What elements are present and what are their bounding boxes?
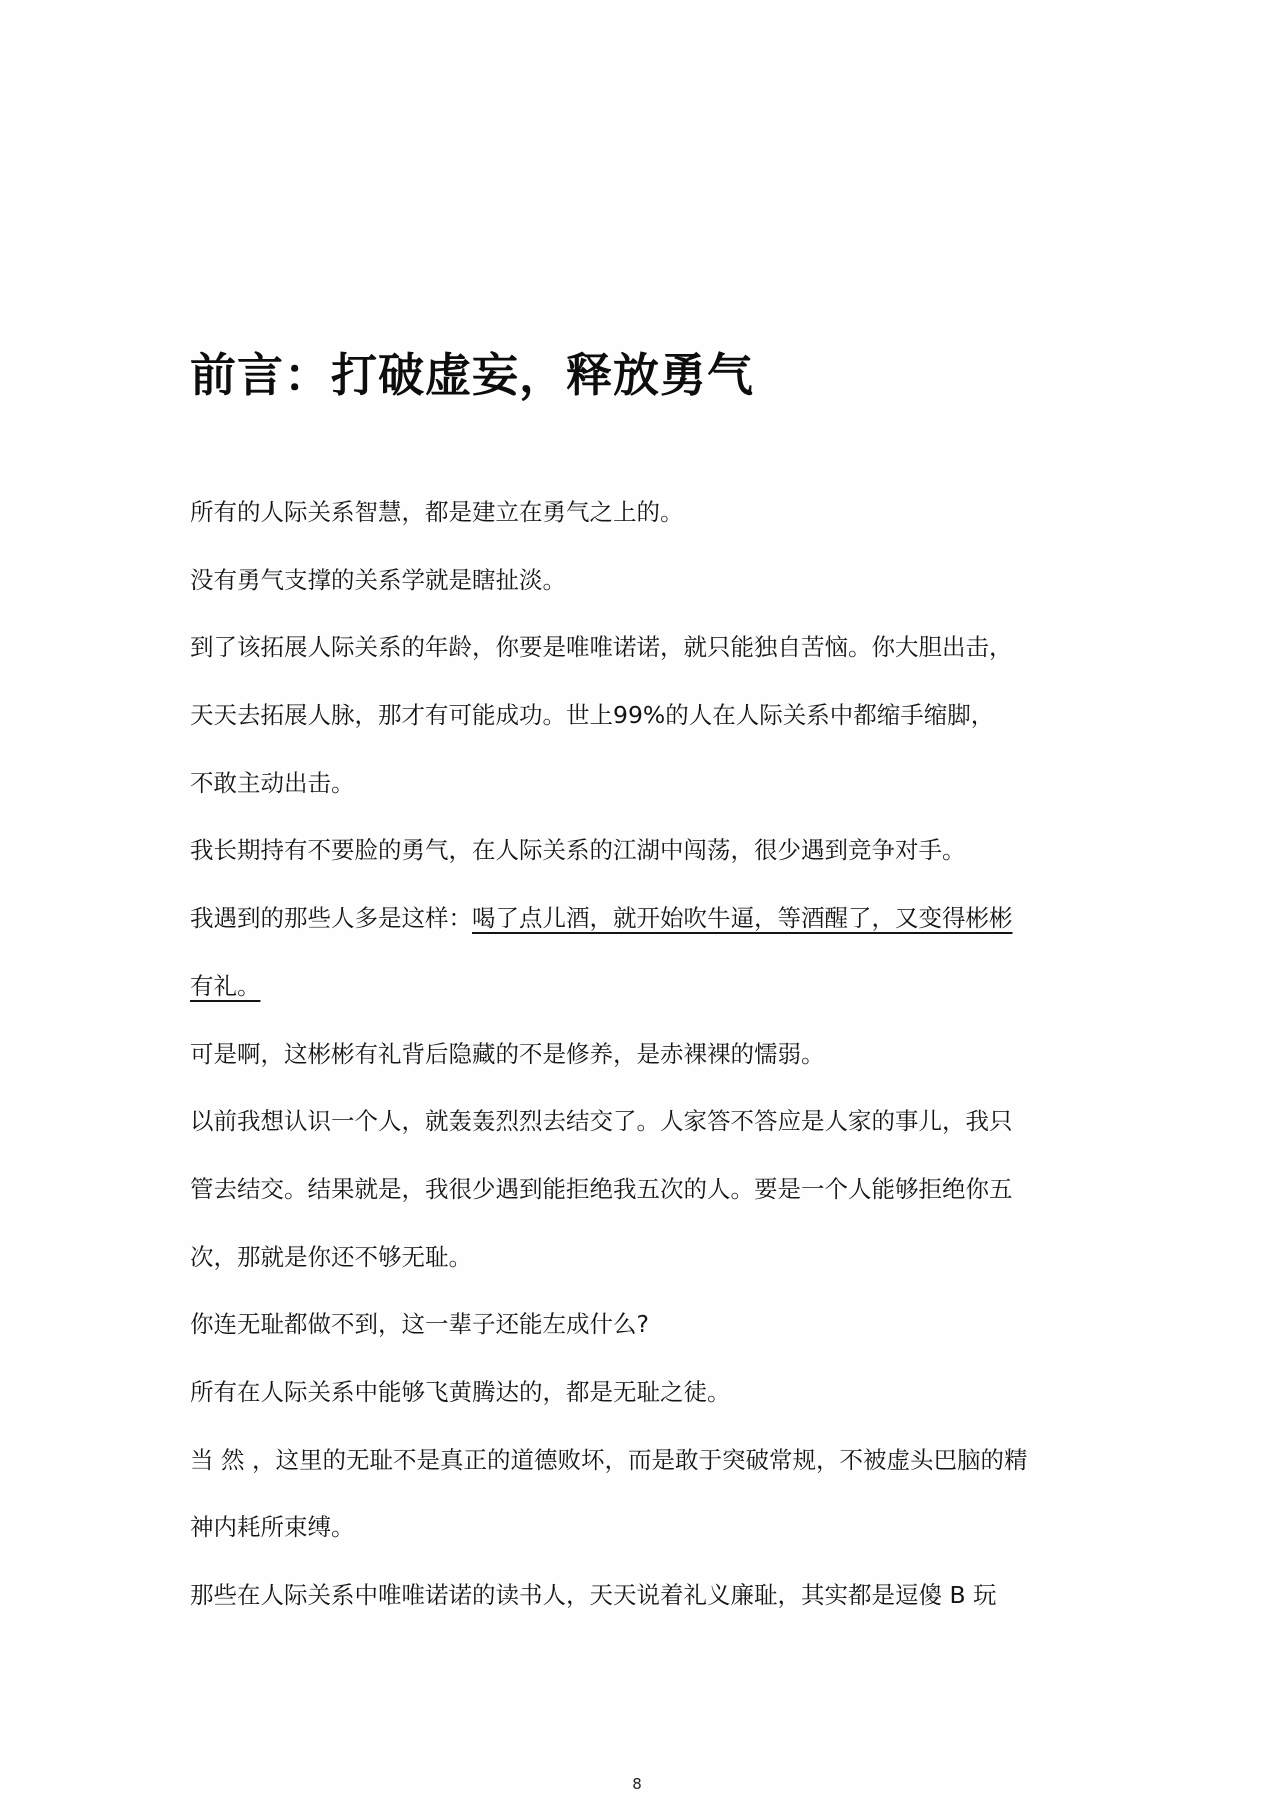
paragraph-line: 所有在人际关系中能够飞黄腾达的，都是无耻之徒。	[190, 1377, 731, 1406]
underlined-text: 喝了点儿酒，就开始吹牛逼，等酒醒了，又变得彬彬	[472, 904, 1013, 933]
paragraph-line: 那些在人际关系中唯唯诺诺的读书人，天天说着礼义廉耻，其实都是逗傻 B 玩	[190, 1581, 997, 1609]
paragraph-line: 不敢主动出击。	[190, 768, 355, 797]
paragraph-line: 天天去拓展人脉，那才有可能成功。世上99%的人在人际关系中都缩手缩脚，	[190, 701, 995, 730]
underlined-text: 有礼。	[190, 971, 261, 1000]
paragraph-line: 你连无耻都做不到，这一辈子还能左成什么?	[190, 1310, 649, 1339]
paragraph-line	[190, 953, 1085, 1021]
paragraph-line: 我长期持有不要脸的勇气，在人际关系的江湖中闯荡，很少遇到竞争对手。	[190, 836, 966, 865]
paragraph-line: 次，那就是你还不够无耻。	[190, 1242, 472, 1271]
paragraph-line	[190, 885, 1085, 953]
paragraph-line: 所有的人际关系智慧，都是建立在勇气之上的。	[190, 498, 684, 526]
paragraph-line: 以前我想认识一个人，就轰轰烈烈去结交了。人家答不答应是人家的事儿，我只	[190, 1107, 1013, 1136]
paragraph-line: 管去结交。结果就是，我很少遇到能拒绝我五次的人。要是一个人能够拒绝你五	[190, 1174, 1013, 1203]
paragraph-line: 可是啊，这彬彬有礼背后隐藏的不是修养，是赤裸裸的懦弱。	[190, 1039, 825, 1068]
paragraph-text: 我遇到的那些人多是这样：	[190, 904, 472, 933]
paragraph-line: 到了该拓展人际关系的年龄，你要是唯唯诺诺，就只能独自苦恼。你大胆出击，	[190, 633, 1013, 662]
page-number: 8	[632, 1775, 642, 1793]
paragraph-line: 没有勇气支撑的关系学就是瞎扯淡。	[190, 565, 566, 594]
paragraph-line: 神内耗所束缚。	[190, 1513, 355, 1542]
body-text	[190, 479, 1085, 1630]
paragraph-line: 当 然 ，这里的无耻不是真正的道德败坏，而是敢于突破常规，不被虚头巴脑的精	[190, 1445, 1028, 1474]
page-title: 前言：打破虚妄，释放勇气	[190, 348, 754, 402]
